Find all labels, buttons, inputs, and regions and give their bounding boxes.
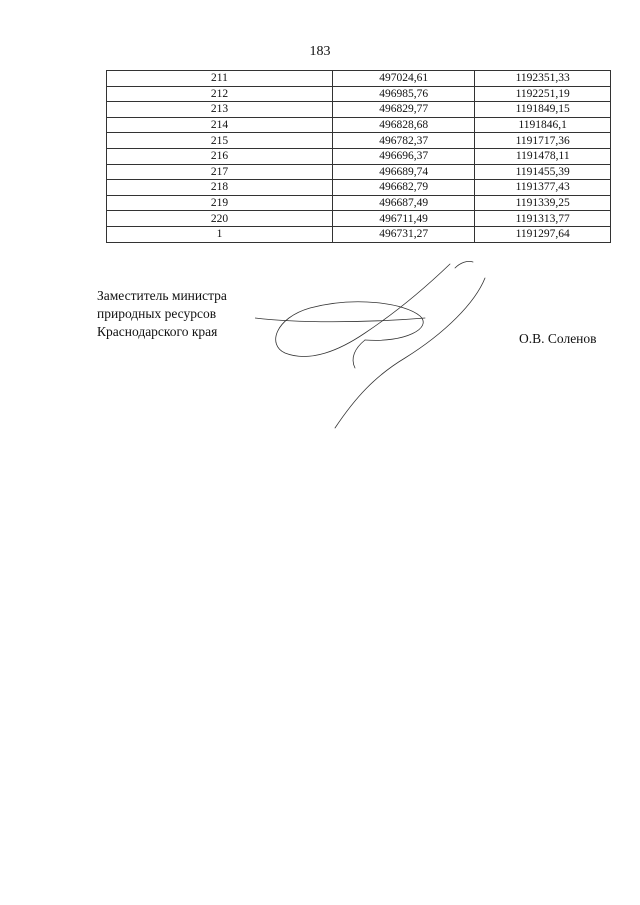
point-number-cell: 217 (107, 164, 333, 180)
table-row (107, 86, 611, 102)
x-coordinate-cell: 496689,74 (332, 164, 475, 180)
coordinates-table (106, 70, 611, 243)
point-number-cell: 215 (107, 133, 333, 149)
y-coordinate-cell: 1191313,77 (475, 211, 611, 227)
point-number-cell: 211 (107, 71, 333, 87)
x-coordinate-cell: 496985,76 (332, 86, 475, 102)
point-number-cell: 213 (107, 102, 333, 118)
table-row (107, 102, 611, 118)
y-coordinate-cell: 1191478,11 (475, 148, 611, 164)
position-line: Заместитель министра (97, 288, 227, 303)
table-row (107, 226, 611, 242)
table-row (107, 148, 611, 164)
x-coordinate-cell: 496687,49 (332, 195, 475, 211)
table-row (107, 195, 611, 211)
x-coordinate-cell: 496828,68 (332, 117, 475, 133)
x-coordinate-cell: 496696,37 (332, 148, 475, 164)
point-number-cell: 219 (107, 195, 333, 211)
y-coordinate-cell: 1191455,39 (475, 164, 611, 180)
table-row (107, 117, 611, 133)
table-row (107, 71, 611, 87)
table-row (107, 211, 611, 227)
x-coordinate-cell: 496682,79 (332, 180, 475, 196)
x-coordinate-cell: 497024,61 (332, 71, 475, 87)
y-coordinate-cell: 1191377,43 (475, 180, 611, 196)
signer-name: О.В. Соленов (519, 331, 597, 346)
position-line: природных ресурсов (97, 306, 217, 321)
point-number-cell: 1 (107, 226, 333, 242)
y-coordinate-cell: 1191339,25 (475, 195, 611, 211)
point-number-cell: 214 (107, 117, 333, 133)
x-coordinate-cell: 496731,27 (332, 226, 475, 242)
coordinates-table-body (107, 71, 611, 243)
x-coordinate-cell: 496711,49 (332, 211, 475, 227)
table-row (107, 164, 611, 180)
point-number-cell: 212 (107, 86, 333, 102)
point-number-cell: 220 (107, 211, 333, 227)
position-line: Краснодарского края (97, 324, 218, 339)
y-coordinate-cell: 1191849,15 (475, 102, 611, 118)
y-coordinate-cell: 1191297,64 (475, 226, 611, 242)
table-row (107, 133, 611, 149)
position-title (97, 287, 227, 341)
page-number: 183 (309, 44, 331, 59)
point-number-cell: 216 (107, 148, 333, 164)
y-coordinate-cell: 1191717,36 (475, 133, 611, 149)
handwritten-signature (255, 258, 505, 433)
y-coordinate-cell: 1191846,1 (475, 117, 611, 133)
y-coordinate-cell: 1192251,19 (475, 86, 611, 102)
table-row (107, 180, 611, 196)
y-coordinate-cell: 1192351,33 (475, 71, 611, 87)
x-coordinate-cell: 496782,37 (332, 133, 475, 149)
point-number-cell: 218 (107, 180, 333, 196)
x-coordinate-cell: 496829,77 (332, 102, 475, 118)
